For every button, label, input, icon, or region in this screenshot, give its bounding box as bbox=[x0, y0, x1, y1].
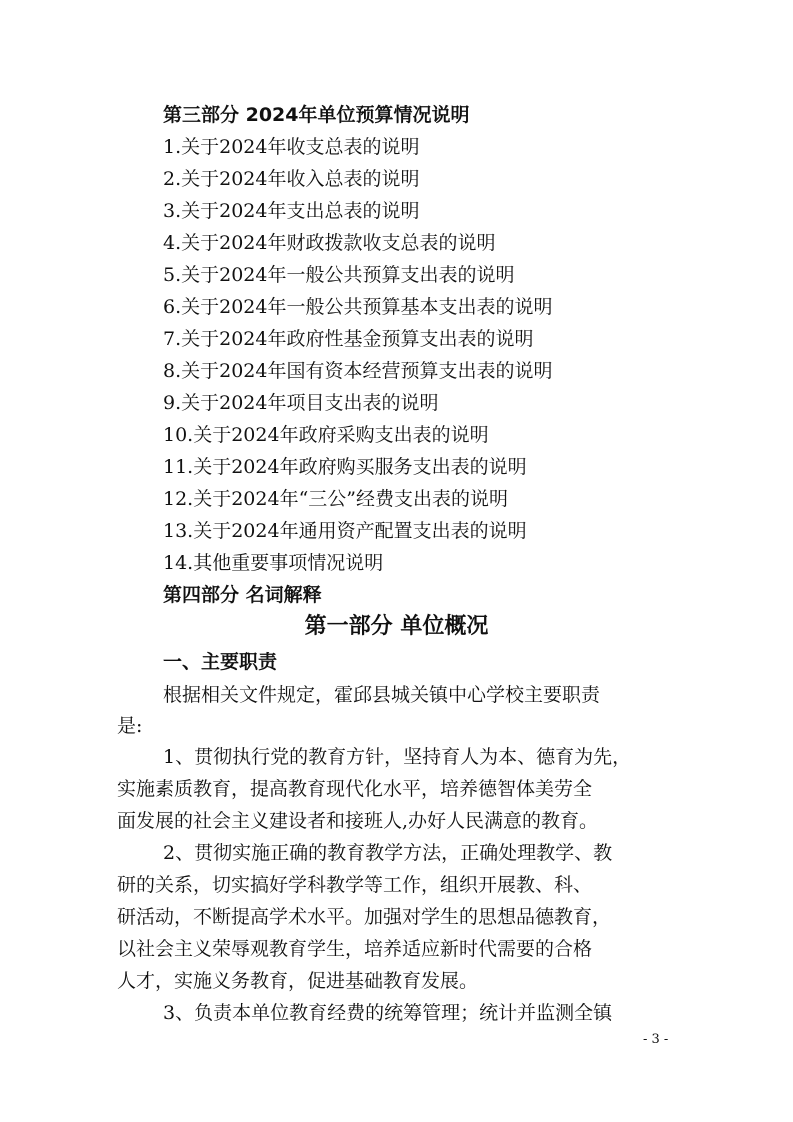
paragraph-line: 研的关系，切实搞好学科教学等工作，组织开展教、科、 bbox=[117, 874, 593, 896]
toc-item: 7.关于2024年政府性基金预算支出表的说明 bbox=[163, 328, 534, 350]
paragraph-line: 是: bbox=[117, 715, 143, 737]
toc-item: 6.关于2024年一般公共预算基本支出表的说明 bbox=[163, 296, 553, 318]
toc-item: 1.关于2024年收支总表的说明 bbox=[163, 136, 420, 158]
paragraph-line: 3、负责本单位教育经费的统筹管理；统计并监测全镇 bbox=[163, 1002, 613, 1024]
toc-item: 3.关于2024年支出总表的说明 bbox=[163, 200, 420, 222]
paragraph-line: 人才，实施义务教育，促进基础教育发展。 bbox=[117, 970, 479, 992]
toc-item: 2.关于2024年收入总表的说明 bbox=[163, 168, 420, 190]
paragraph-line: 实施素质教育，提高教育现代化水平，培养德智体美劳全 bbox=[117, 778, 593, 800]
toc-item: 11.关于2024年政府购买服务支出表的说明 bbox=[163, 456, 527, 478]
toc-item: 14.其他重要事项情况说明 bbox=[163, 552, 384, 574]
toc-item: 8.关于2024年国有资本经营预算支出表的说明 bbox=[163, 360, 553, 382]
toc-item: 13.关于2024年通用资产配置支出表的说明 bbox=[163, 520, 527, 542]
paragraph-line: 1、贯彻执行党的教育方针，坚持育人为本、德育为先， bbox=[163, 746, 632, 768]
toc-item: 12.关于2024年“三公”经费支出表的说明 bbox=[163, 488, 508, 510]
toc-item: 5.关于2024年一般公共预算支出表的说明 bbox=[163, 264, 515, 286]
toc-item: 10.关于2024年政府采购支出表的说明 bbox=[163, 424, 489, 446]
paragraph-line: 面发展的社会主义建设者和接班人,办好人民满意的教育。 bbox=[117, 810, 599, 832]
paragraph-line: 以社会主义荣辱观教育学生，培养适应新时代需要的合格 bbox=[117, 938, 593, 960]
toc-part3-title: 第三部分 2024年单位预算情况说明 bbox=[163, 104, 470, 126]
toc-item: 9.关于2024年项目支出表的说明 bbox=[163, 392, 439, 414]
toc-part4-title: 第四部分 名词解释 bbox=[163, 584, 322, 606]
sub-heading: 一、主要职责 bbox=[163, 651, 278, 673]
paragraph-line: 根据相关文件规定，霍邱县城关镇中心学校主要职责 bbox=[163, 684, 601, 706]
paragraph-line: 研活动，不断提高学术水平。加强对学生的思想品德教育， bbox=[117, 906, 612, 928]
section-heading: 第一部分 单位概况 bbox=[304, 614, 489, 639]
paragraph-line: 2、贯彻实施正确的教育教学方法，正确处理教学、教 bbox=[163, 842, 613, 864]
toc-item: 4.关于2024年财政拨款收支总表的说明 bbox=[163, 232, 496, 254]
page-number: - 3 - bbox=[643, 1032, 669, 1047]
